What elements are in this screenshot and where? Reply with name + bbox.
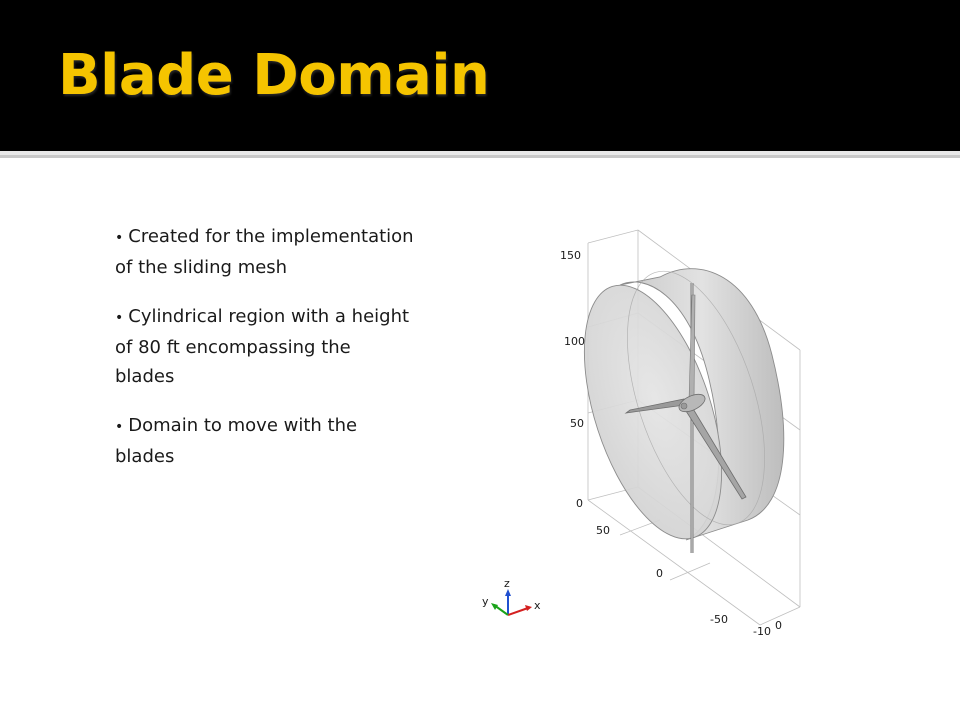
bullet-dot-icon: •	[115, 419, 124, 435]
z-tick-label: 150	[560, 249, 581, 262]
z-tick-label: 0	[576, 497, 583, 510]
triad-z-label: z	[504, 577, 510, 590]
title-divider-shadow	[0, 155, 960, 158]
blade-domain-figure	[470, 215, 810, 645]
bullet-text: Cylindrical region with a height of 80 ft encompassing the blades	[115, 306, 410, 387]
bullet-item	[115, 302, 415, 391]
triad-y-label: y	[482, 595, 489, 608]
title-bar	[0, 0, 960, 151]
bullet-text: Created for the implementation of the sliding mesh	[115, 226, 414, 278]
axis-triad-icon	[482, 577, 541, 615]
z-tick-label: 50	[570, 417, 584, 430]
triad-x-label: x	[534, 599, 541, 612]
x-tick-label: -10	[753, 625, 771, 638]
bullet-dot-icon: •	[115, 310, 124, 326]
bullet-item	[115, 411, 415, 471]
bullet-list	[115, 222, 415, 491]
y-tick-label: 0	[656, 567, 663, 580]
y-tick-label: 50	[596, 524, 610, 537]
x-tick-label: 0	[775, 619, 782, 632]
z-tick-label: 100	[564, 335, 585, 348]
y-tick-label: -50	[710, 613, 728, 626]
bullet-item	[115, 222, 415, 282]
slide-title: Blade Domain	[58, 43, 490, 108]
blade-domain-render	[470, 215, 810, 645]
bullet-text: Domain to move with the blades	[115, 415, 358, 467]
bullet-dot-icon: •	[115, 230, 124, 246]
